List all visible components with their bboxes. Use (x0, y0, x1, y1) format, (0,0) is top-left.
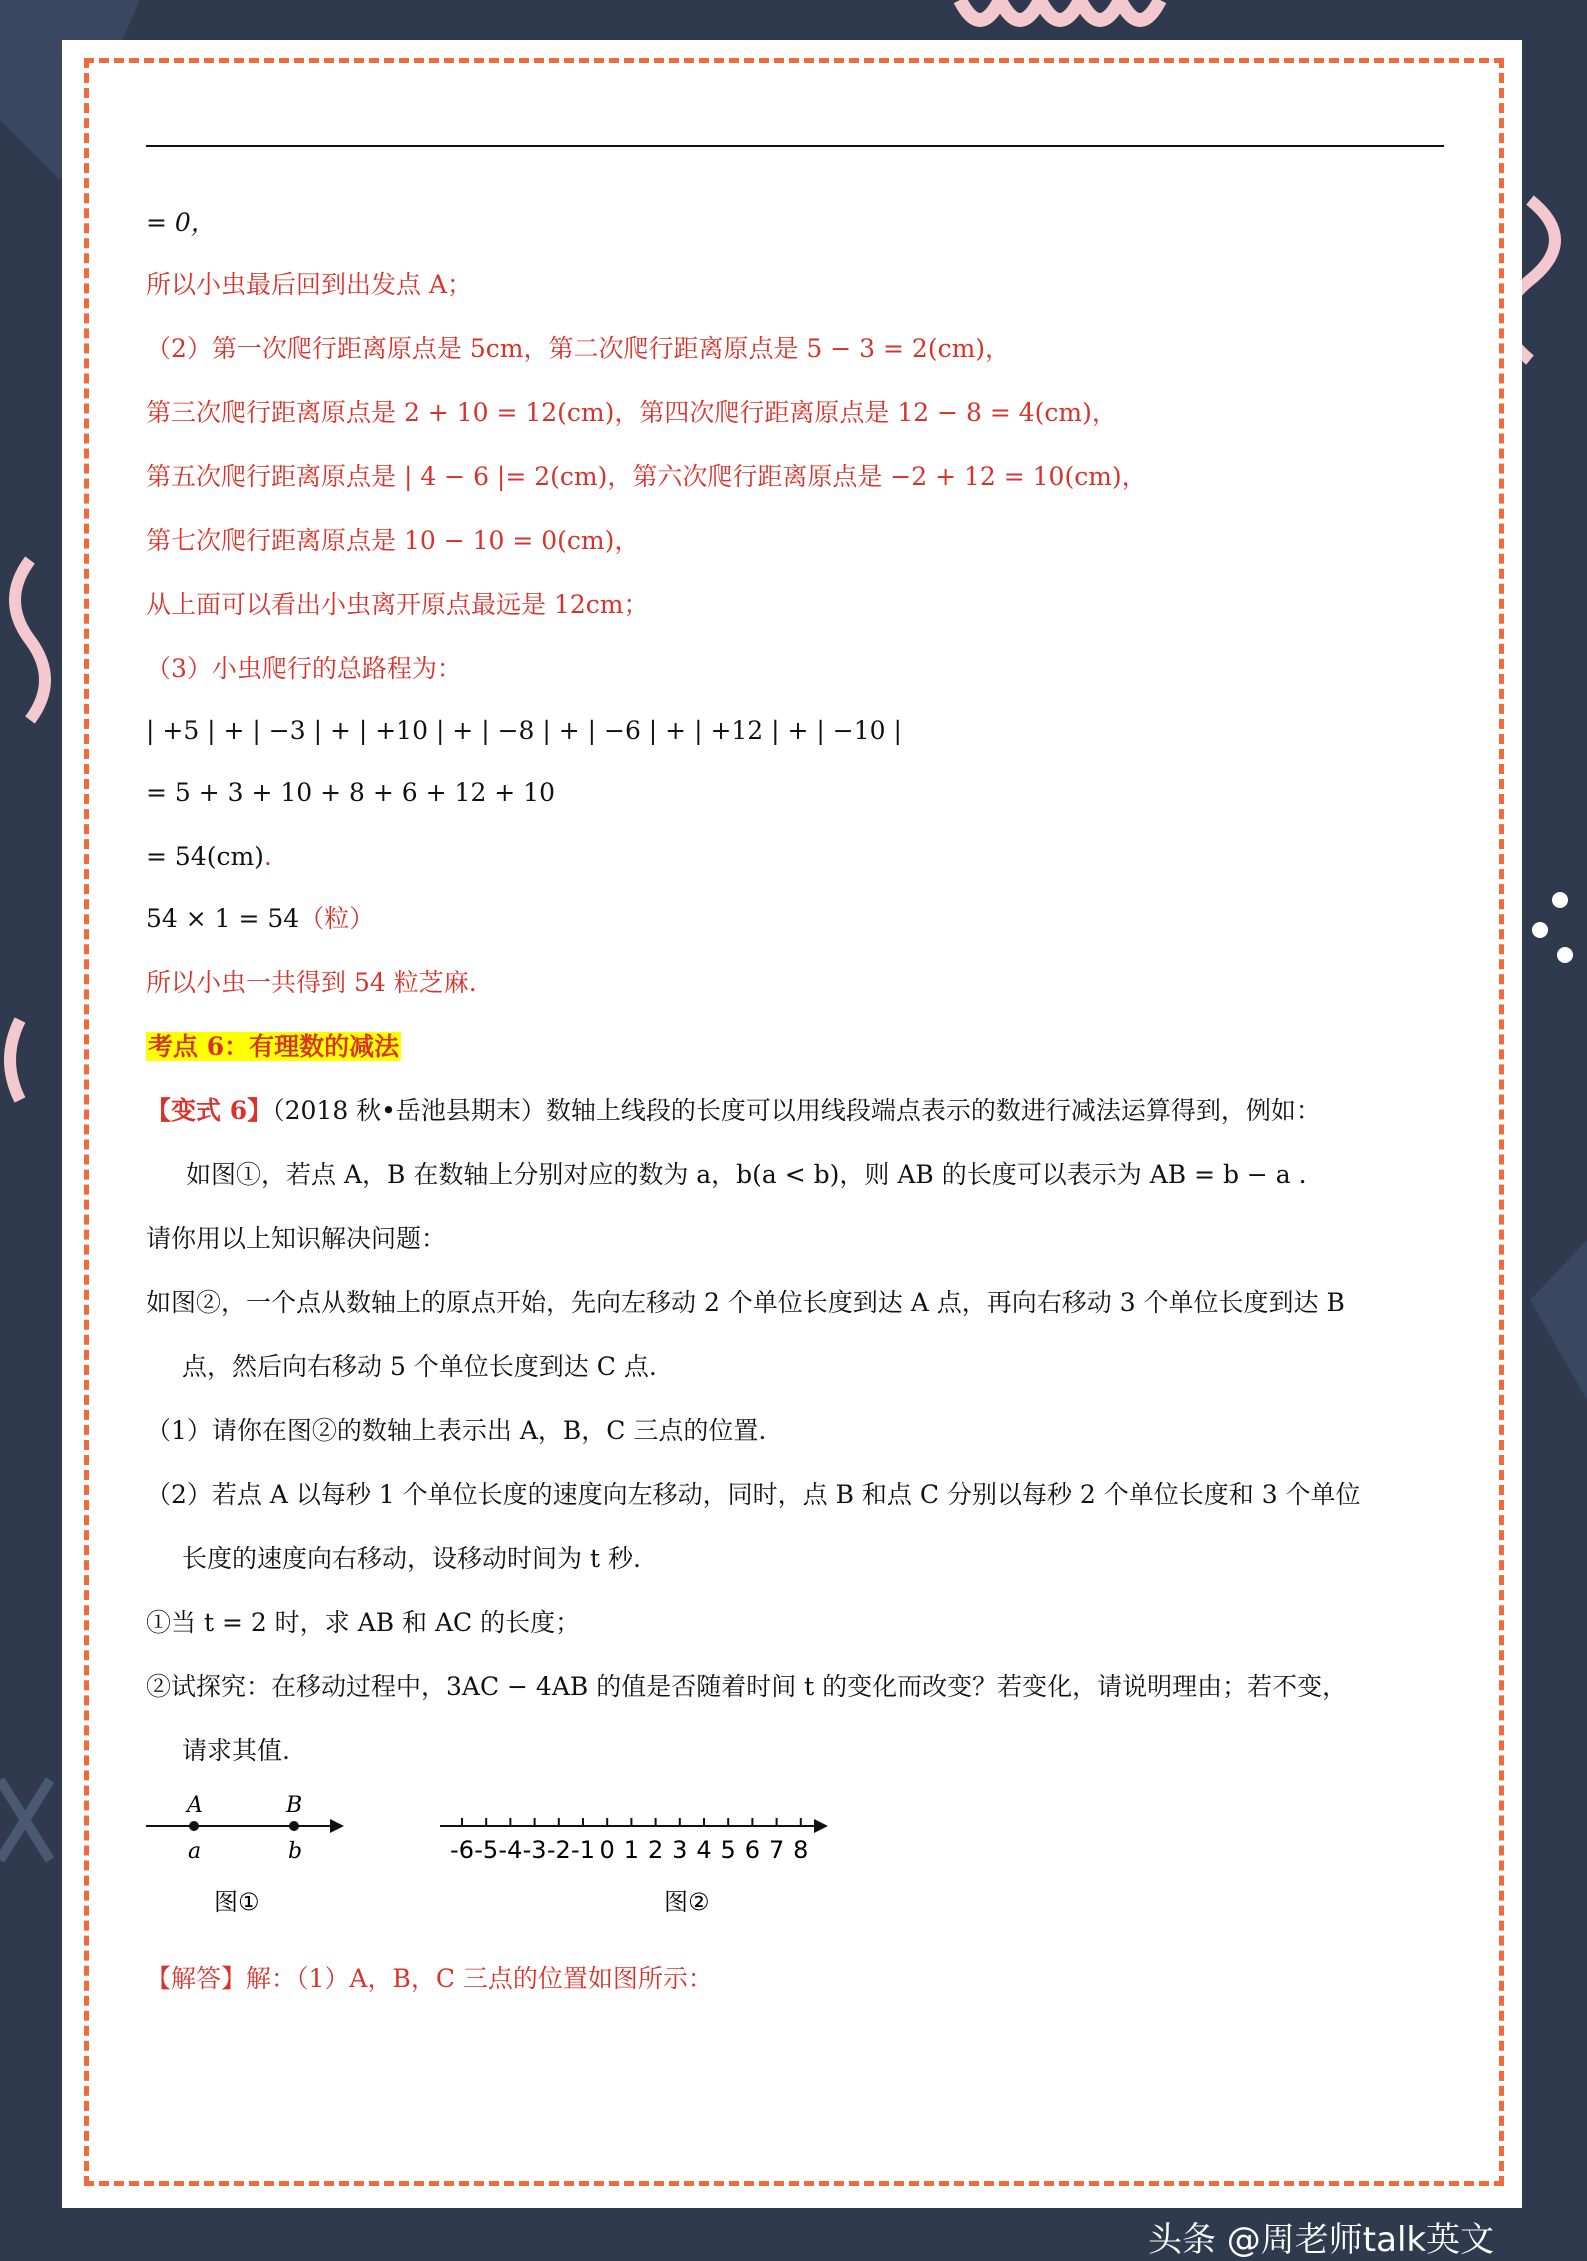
text-line: （2）第一次爬行距离原点是 5cm，第二次爬行距离原点是 5 − 3 = 2(cm)， (146, 334, 1011, 363)
fig2-tick-label: -5 (474, 1836, 499, 1864)
text-line: 所以小虫一共得到 54 粒芝麻. (146, 968, 477, 997)
formula-line (146, 840, 272, 874)
header-rule (146, 145, 1444, 147)
text-line: 请你用以上知识解决问题： (146, 1224, 447, 1253)
formula-value: = 54(cm) (146, 842, 264, 871)
figure-1-number-line (146, 1784, 366, 1914)
fig2-tick-label: -1 (571, 1836, 595, 1864)
fig2-tick-label: -3 (522, 1836, 547, 1864)
fig2-tick-label: -2 (546, 1836, 571, 1864)
fig2-tick-label: 3 (672, 1836, 688, 1864)
period: . (263, 842, 272, 871)
figure-2-number-line (440, 1784, 840, 1914)
fig1-value-a: a (188, 1839, 202, 1864)
text-line: （3）小虫爬行的总路程为： (146, 654, 462, 683)
text-line: 第七次爬行距离原点是 10 − 10 = 0(cm)， (146, 526, 640, 555)
variant-text: （2018 秋•岳池县期末）数轴上线段的长度可以用线段端点表示的数进行减法运算得到，例如： (272, 1096, 1321, 1125)
fig2-caption: 图② (664, 1888, 710, 1914)
formula-line: | +5 | + | −3 | + | +10 | + | −8 | + | −6 | + | +12 | + | −10 | (146, 716, 902, 745)
watermark: 头条 @周老师talk英文 (1148, 2220, 1495, 2260)
text-line: 请求其值. (182, 1736, 290, 1765)
fig2-tick-label: 5 (720, 1836, 736, 1864)
text-line: ①当 t = 2 时，求 AB 和 AC 的长度； (146, 1608, 581, 1637)
text-line: （1）请你在图②的数轴上表示出 A，B，C 三点的位置. (146, 1416, 767, 1445)
text-line: 所以小虫最后回到出发点 A； (146, 270, 473, 299)
text-line: 如图①，若点 A，B 在数轴上分别对应的数为 a，b(a < b)，则 AB 的长度可以表示为 AB = b − a . (186, 1160, 1307, 1189)
fig2-ticks (450, 1818, 808, 1864)
section-heading (146, 1030, 401, 1064)
fig1-arrow (330, 1819, 344, 1833)
answer-text: 解：（1）A，B，C 三点的位置如图所示： (246, 1964, 713, 1993)
fig2-arrow (814, 1819, 828, 1833)
highlighted-heading: 考点 6：有理数的减法 (148, 1032, 400, 1061)
fig1-value-b: b (288, 1839, 303, 1864)
fig1-point-a-dot (189, 1821, 199, 1831)
unit-label: （粒） (299, 904, 375, 933)
fig2-tick-label: 6 (744, 1836, 761, 1864)
fig2-tick-label: 7 (768, 1836, 785, 1864)
formula-line (146, 902, 374, 936)
fig2-tick-label: 4 (696, 1836, 712, 1864)
answer-line (146, 1962, 713, 1996)
fig2-tick-label: 1 (623, 1836, 640, 1864)
variant-intro (146, 1094, 1321, 1128)
fig2-tick-label: 2 (647, 1836, 664, 1864)
text-line: 第三次爬行距离原点是 2 + 10 = 12(cm)，第四次爬行距离原点是 12 − 8 = 4(cm)， (146, 398, 1117, 427)
formula-value: 54 × 1 = 54 (146, 904, 300, 933)
text-line: 从上面可以看出小虫离开原点最远是 12cm； (146, 590, 649, 619)
fig2-tick-label: 8 (793, 1836, 809, 1864)
fig2-tick-label: 0 (599, 1836, 615, 1864)
text-line: ②试探究：在移动过程中，3AC − 4AB 的值是否随着时间 t 的变化而改变？若变化，请说明理由；若不变， (146, 1672, 1348, 1701)
text-line: 点，然后向右移动 5 个单位长度到达 C 点. (182, 1352, 657, 1381)
fig1-caption: 图① (214, 1888, 260, 1914)
text-line: = 0， (146, 208, 216, 237)
fig1-label-a: A (187, 1793, 203, 1818)
variant-tag: 【变式 6】 (146, 1096, 273, 1125)
fig2-tick-label: -6 (450, 1836, 474, 1864)
text-line: 长度的速度向右移动，设移动时间为 t 秒. (182, 1544, 641, 1573)
text-line: 如图②，一个点从数轴上的原点开始，先向左移动 2 个单位长度到达 A 点，再向右移动 3 个单位长度到达 B (146, 1288, 1345, 1317)
fig1-label-b: B (286, 1793, 303, 1818)
formula-line: = 5 + 3 + 10 + 8 + 6 + 12 + 10 (146, 778, 555, 807)
fig2-tick-label: -4 (498, 1836, 523, 1864)
answer-tag: 【解答】 (146, 1964, 247, 1993)
text-line: （2）若点 A 以每秒 1 个单位长度的速度向左移动，同时，点 B 和点 C 分别以每秒 2 个单位长度和 3 个单位 (146, 1480, 1361, 1509)
text-line: 第五次爬行距离原点是 | 4 − 6 |= 2(cm)，第六次爬行距离原点是 −2 + 12 = 10(cm)， (146, 462, 1147, 491)
fig1-point-b-dot (289, 1821, 299, 1831)
